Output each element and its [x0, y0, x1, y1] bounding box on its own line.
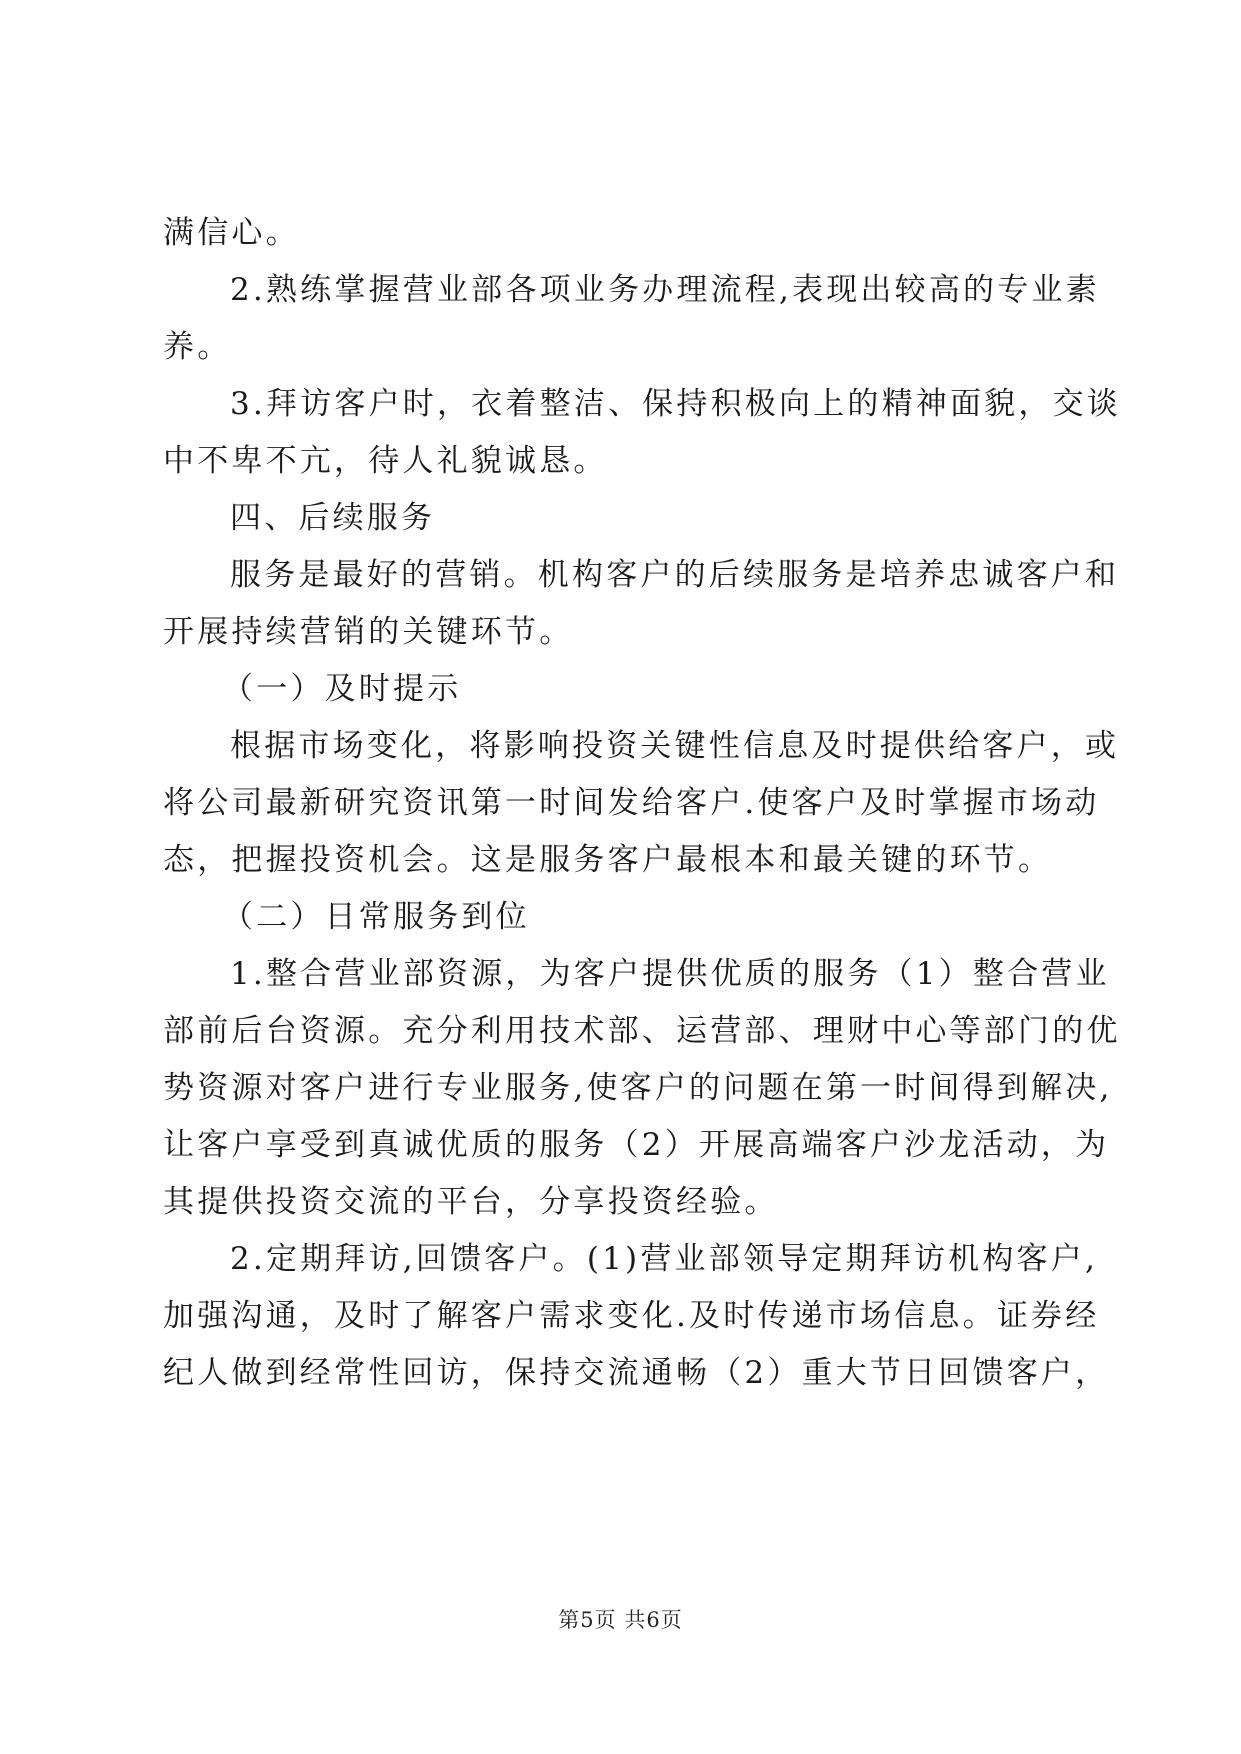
text-line: 开展持续营销的关键环节。 [163, 614, 574, 650]
text-line: 2.定期拜访,回馈客户。(1)营业部领导定期拜访机构客户, [230, 1241, 1098, 1277]
text-line: 满信心。 [163, 215, 300, 251]
page-footer: 第5页 共6页 [558, 1608, 683, 1632]
text-line: 势资源对客户进行专业服务,使客户的问题在第一时间得到解决, [163, 1070, 1113, 1106]
text-line: 加强沟通，及时了解客户需求变化.及时传递市场信息。证券经 [163, 1298, 1100, 1334]
text-line: 态，把握投资机会。这是服务客户最根本和最关键的环节。 [163, 842, 1053, 878]
text-line: 将公司最新研究资讯第一时间发给客户.使客户及时掌握市场动 [163, 785, 1100, 821]
text-line: 根据市场变化，将影响投资关键性信息及时提供给客户，或 [230, 728, 1120, 764]
subsection-heading: （一）及时提示 [222, 671, 462, 707]
text-line: 让客户享受到真诚优质的服务（2）开展高端客户沙龙活动，为 [163, 1127, 1110, 1163]
text-line: 3.拜访客户时，衣着整洁、保持积极向上的精神面貌，交谈 [230, 386, 1121, 422]
text-line: 其提供投资交流的平台，分享投资经验。 [163, 1184, 779, 1220]
text-line: 部前后台资源。充分利用技术部、运营部、理财中心等部门的优 [163, 1013, 1121, 1049]
text-line: 服务是最好的营销。机构客户的后续服务是培养忠诚客户和 [230, 557, 1120, 593]
text-line: 养。 [163, 329, 232, 365]
section-heading: 四、后续服务 [230, 500, 436, 536]
text-line: 2.熟练掌握营业部各项业务办理流程,表现出较高的专业素 [230, 272, 1100, 308]
text-line: 中不卑不亢，待人礼貌诚恳。 [163, 443, 608, 479]
subsection-heading: （二）日常服务到位 [222, 899, 530, 935]
text-line: 1.整合营业部资源，为客户提供优质的服务（1）整合营业 [230, 956, 1110, 992]
text-line: 纪人做到经常性回访，保持交流通畅（2）重大节日回馈客户， [163, 1355, 1110, 1391]
